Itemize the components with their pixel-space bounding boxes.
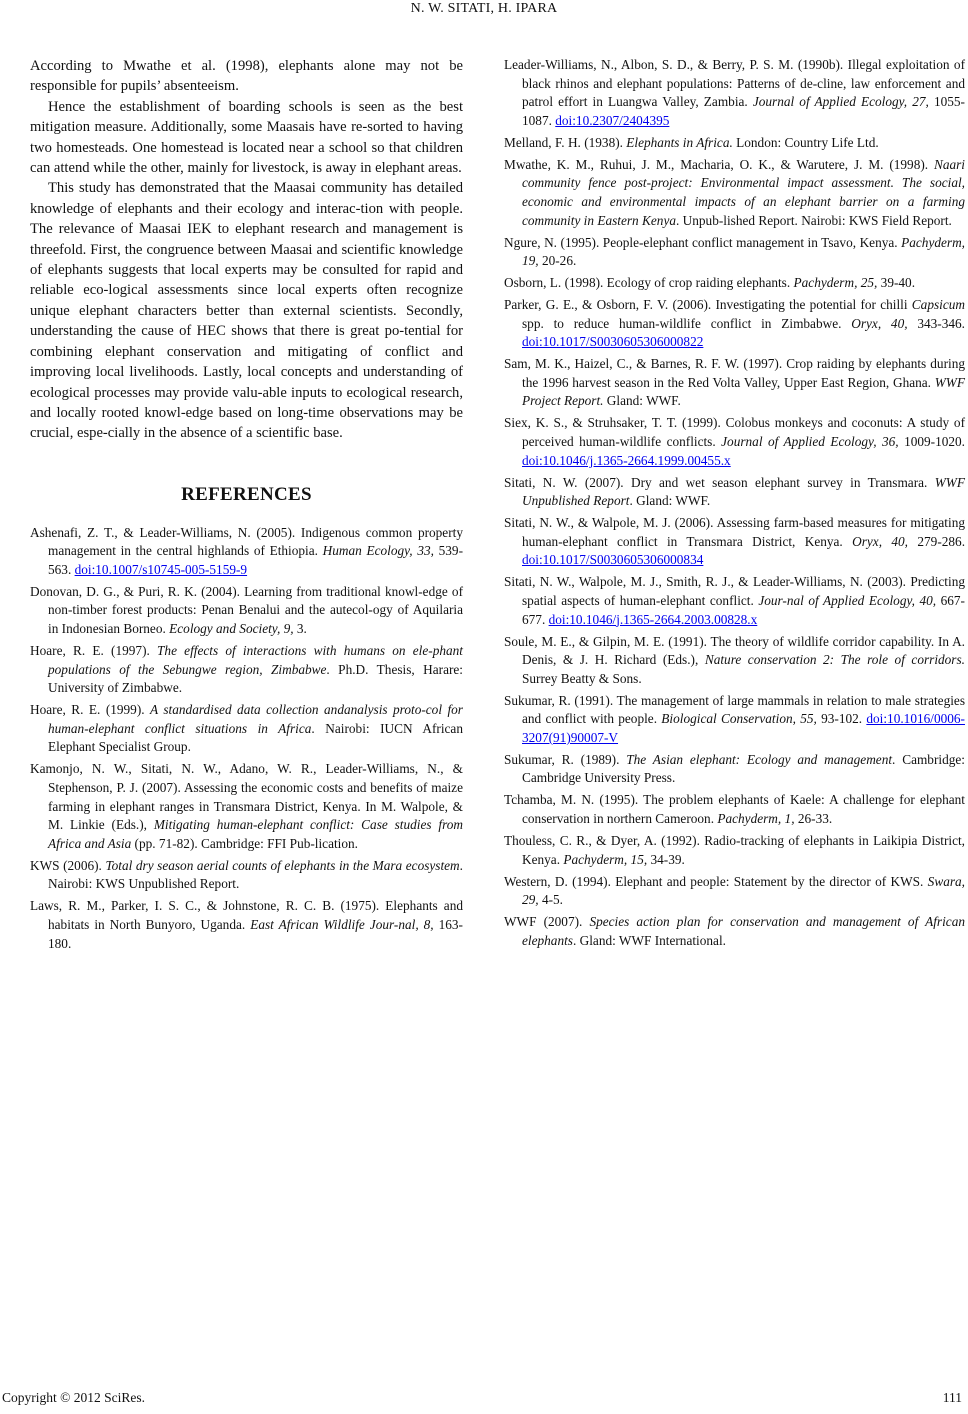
reference-text: . Unpub-lished Report. Nairobi: KWS Field Report. [676,212,952,228]
reference-italic-text: Nature conservation 2: The role of corridors. [704,652,965,668]
reference-list-left [30,524,463,953]
reference-text: Sitati, N. W., Walpole, M. J., Smith, R. J., & Leader-Williams, N. (2003). Predicting spatial aspects of human-elephant conflict. [504,574,965,608]
reference-italic-text: Oryx, 40, [851,315,908,331]
reference-text: Sukumar, R. (1989). [504,751,627,767]
reference-text: . Cambridge: Cambridge University Press. [522,751,965,786]
reference-entry [30,642,463,698]
reference-entry [504,274,965,293]
reference-italic-text: Species action plan for conservation and management of African elephants [522,914,965,948]
page-number: 111 [942,1390,962,1405]
reference-entry [30,897,463,953]
reference-entry [504,514,965,570]
reference-text: WWF (2007). [504,914,590,930]
reference-italic-text: Swara, 29, [522,873,965,908]
copyright: Copyright © 2012 SciRes. [2,1390,146,1405]
right-column [504,56,965,954]
reference-text: Melland, F. H. (1938). [504,134,627,150]
reference-italic-text: Jour-nal of Applied Ecology, 40, [758,592,937,608]
reference-entry [504,134,965,153]
reference-entry [504,355,965,411]
reference-text: . Nairobi: KWS Unpublished Report. [48,857,463,892]
reference-italic-text: Total dry season aerial counts of elephants in the Mara ecosystem [105,857,460,873]
reference-entry [504,873,965,910]
reference-text: . Gland: WWF International. [572,932,726,948]
reference-text: Kamonjo, N. W., Sitati, N. W., Adano, W. R., Leader-Williams, N., & Stephenson, P. J. (2007). Assessing the economic costs and benefits of maize farming in elephant ranges in Transmara District, Kenya. In M. Walpole, & M. Linkie (Eds.), [30,761,463,833]
reference-text: 1055-1087. [522,94,965,128]
reference-italic-text: WWF Project Report. [522,374,965,409]
reference-text: Western, D. (1994). Elephant and people: Statement by the director of KWS. [504,873,928,889]
reference-text: Leader-Williams, N., Albon, S. D., & Berry, P. S. M. (1990b). Illegal exploitation of black rhinos and elephant populations: Patterns of de-cline, law enforcement and patrol effort in Luangwa Valley, Zambia. [504,57,965,110]
reference-text: Osborn, L. (1998). Ecology of crop raiding elephants. [504,275,794,291]
doi-link[interactable]: doi:10.1017/S0030605306000834 [522,552,704,568]
reference-text: Donovan, D. G., & Puri, R. K. (2004). Learning from traditional knowl-edge of non-timber forest products: Penan Benalui and the autecol-ogy of Aquilaria in Indonesian Borneo. [30,583,463,637]
reference-italic-text: Pachyderm, 1, [717,811,795,827]
reference-italic-text: East African Wildlife Jour-nal, 8, [250,916,434,932]
reference-entry [504,234,965,271]
reference-italic-text: The effects of interactions with humans on ele-phant populations of the Sebungwe region, Zimbabwe [48,643,463,677]
reference-italic-text: Pachyderm, 15, [563,851,648,867]
reference-text: Surrey Beatty & Sons. [522,670,642,686]
reference-text: 279-286. [908,533,966,549]
body-paragraph: Hence the establishment of boarding schools is seen as the best mitigation measure. Additionally, some Maasais have re-sorted to having two homesteads. One homestead is located near a school so that children can attend while the other, mainly for livestock, is away in elephant areas. [30,98,463,177]
reference-entry [30,760,463,853]
reference-text: Gland: WWF. [603,393,681,409]
reference-italic-text: Human Ecology, 33, [322,543,434,559]
reference-text: KWS (2006). [30,857,106,873]
reference-text: 26-33. [794,811,833,827]
reference-entry [504,56,965,130]
reference-text: Ngure, N. (1995). People-elephant conflict management in Tsavo, Kenya. [504,234,902,250]
reference-text: Siex, K. S., & Struhsaker, T. T. (1999). Colobus monkeys and coconuts: A study of perceived human-wildlife conflicts. [504,415,965,450]
reference-text: 20-26. [538,253,577,269]
reference-text: Sukumar, R. (1991). The management of large mammals in relation to male strategies and conflict with people. [504,692,965,727]
reference-list-right [504,56,965,950]
doi-link[interactable]: doi:10.1046/j.1365-2664.1999.00455.x [522,452,731,468]
reference-italic-text: Capsicum [911,297,965,313]
reference-text: . Nairobi: IUCN African Elephant Specialist Group. [48,720,463,755]
reference-entry [504,414,965,470]
reference-italic-text: Biological Conservation, 55, [661,711,817,727]
reference-text: Sam, M. K., Haizel, C., & Barnes, R. F. W. (1997). Crop raiding by elephants during the 1996 harvest season in the Red Volta Valley, Upper East Region, Ghana. [504,356,965,390]
reference-italic-text: Naari community fence post-project: Environmental impact assessment. The social, economic and environmental impacts of an elephant barrier on a farming community in Eastern Kenya [522,156,965,228]
reference-text: 539-563. [48,543,463,577]
reference-text: Ashenafi, Z. T., & Leader-Williams, N. (2005). Indigenous common property management in the central highlands of Ethiopia. [30,524,463,559]
reference-entry [504,913,965,950]
reference-text: 4-5. [538,892,563,908]
references-heading: REFERENCES [181,483,312,505]
reference-italic-text: The Asian elephant: Ecology and management [626,751,893,767]
reference-entry [30,857,463,894]
reference-text: 343-346. [907,315,965,331]
reference-text: Sitati, N. W., & Walpole, M. J. (2006). Assessing farm-based measures for mitigating human-elephant conflict in Transmara District, Kenya. [504,515,965,549]
reference-text: 163-180. [48,916,463,951]
reference-italic-text: A standardised data collection andanalysis proto-col for human-elephant conflict situations in Africa [48,702,463,736]
reference-italic-text: Pachyderm, 25, [793,275,878,291]
reference-italic-text: Journal of Applied Ecology, 36, [721,434,899,450]
reference-entry [30,524,463,580]
reference-italic-text: Mitigating human-elephant conflict: Case studies from Africa and Asia [48,817,463,851]
reference-text: 1009-1020. [898,434,966,450]
reference-text: London: Country Life Ltd. [732,134,879,150]
body-paragraph: According to Mwathe et al. (1998), elephants alone may not be responsible for pupils’ absenteeism. [30,58,463,95]
reference-text: Hoare, R. E. (1999). [30,702,151,718]
reference-text: Soule, M. E., & Gilpin, M. E. (1991). The theory of wildlife corridor capability. In A. Denis, & J. H. Richard (Eds.), [504,633,965,668]
reference-entry [504,156,965,230]
reference-text: 34-39. [647,851,685,867]
reference-italic-text: Ecology and Society, 9, [169,621,294,637]
reference-italic-text: WWF Unpublished Report [522,474,965,509]
reference-text: spp. to reduce human-wildlife conflict in Zimbabwe. [522,315,852,331]
reference-entry [504,296,965,352]
reference-text: Laws, R. M., Parker, I. S. C., & Johnstone, R. C. B. (1975). Elephants and habitats in North Bunyoro, Uganda. [30,898,463,932]
reference-text: 3. [293,621,307,637]
reference-italic-text: Journal of Applied Ecology, 27, [752,94,929,110]
reference-text: Parker, G. E., & Osborn, F. V. (2006). Investigating the potential for chilli [504,297,912,313]
doi-link[interactable]: doi:10.1017/S0030605306000822 [522,334,704,350]
reference-text: Thouless, C. R., & Dyer, A. (1992). Radio-tracking of elephants in Laikipia District, Kenya. [504,833,965,867]
reference-text: . Ph.D. Thesis, Harare: University of Zimbabwe. [48,661,463,696]
reference-text: Hoare, R. E. (1997). [30,643,158,659]
reference-entry [504,573,965,629]
doi-link[interactable]: doi:10.1046/j.1365-2664.2003.00828.x [548,611,758,627]
doi-link[interactable]: doi:10.2307/2404395 [555,112,670,128]
reference-text: 93-102. [816,711,867,727]
reference-entry [30,583,463,639]
reference-entry [504,474,965,511]
reference-text: 39-40. [877,275,916,291]
reference-italic-text: Oryx, 40, [852,533,909,549]
reference-entry [504,692,965,748]
running-head: N. W. SITATI, H. IPARA [410,1,558,16]
reference-text: Sitati, N. W. (2007). Dry and wet season elephant survey in Transmara. [504,474,935,490]
reference-entry [30,701,463,757]
doi-link[interactable]: doi:10.1007/s10745-005-5159-9 [74,561,248,577]
left-column [30,56,463,957]
reference-entry [504,633,965,689]
reference-text: (pp. 71-82). Cambridge: FFI Pub-lication. [131,835,358,851]
reference-entry [504,751,965,788]
doi-link[interactable]: doi:10.1016/0006-3207(91)90007-V [522,711,965,745]
reference-italic-text: Elephants in Africa. [626,134,733,150]
body-paragraph: This study has demonstrated that the Maasai community has detailed knowledge of elephants and their ecology and interac-tion with people. The relevance of Maasai IEK to elephant research and management is threefold. First, the congruence between Maasai and scientific knowledge of elephants suggests that local experts may be consulted for rapid and reliable eco-logical assessments since local experts often recognize unique elephant characters better than external scientists. Secondly, understanding the cause of HEC shows that there is great po-tential for combining elephant conservation and mitigating of conflict and improving local livelihoods. Lastly, local concepts and understanding of ecological processes may provide valu-able inputs to ecological research, and locally rooted knowl-edge based on long-time observations may be crucial, espe-cially in the absence of a scientific base. [30,180,463,442]
reference-text: . Gland: WWF. [629,493,711,509]
reference-text: Mwathe, K. M., Ruhui, J. M., Macharia, O. K., & Warutere, J. M. (1998). [504,156,934,172]
reference-text: 667-677. [522,592,965,627]
reference-text: Tchamba, M. N. (1995). The problem elephants of Kaele: A challenge for elephant conservation in northern Cameroon. [504,792,965,827]
reference-italic-text: Pachyderm, 19, [522,234,965,269]
reference-entry [504,832,965,869]
reference-entry [504,791,965,828]
